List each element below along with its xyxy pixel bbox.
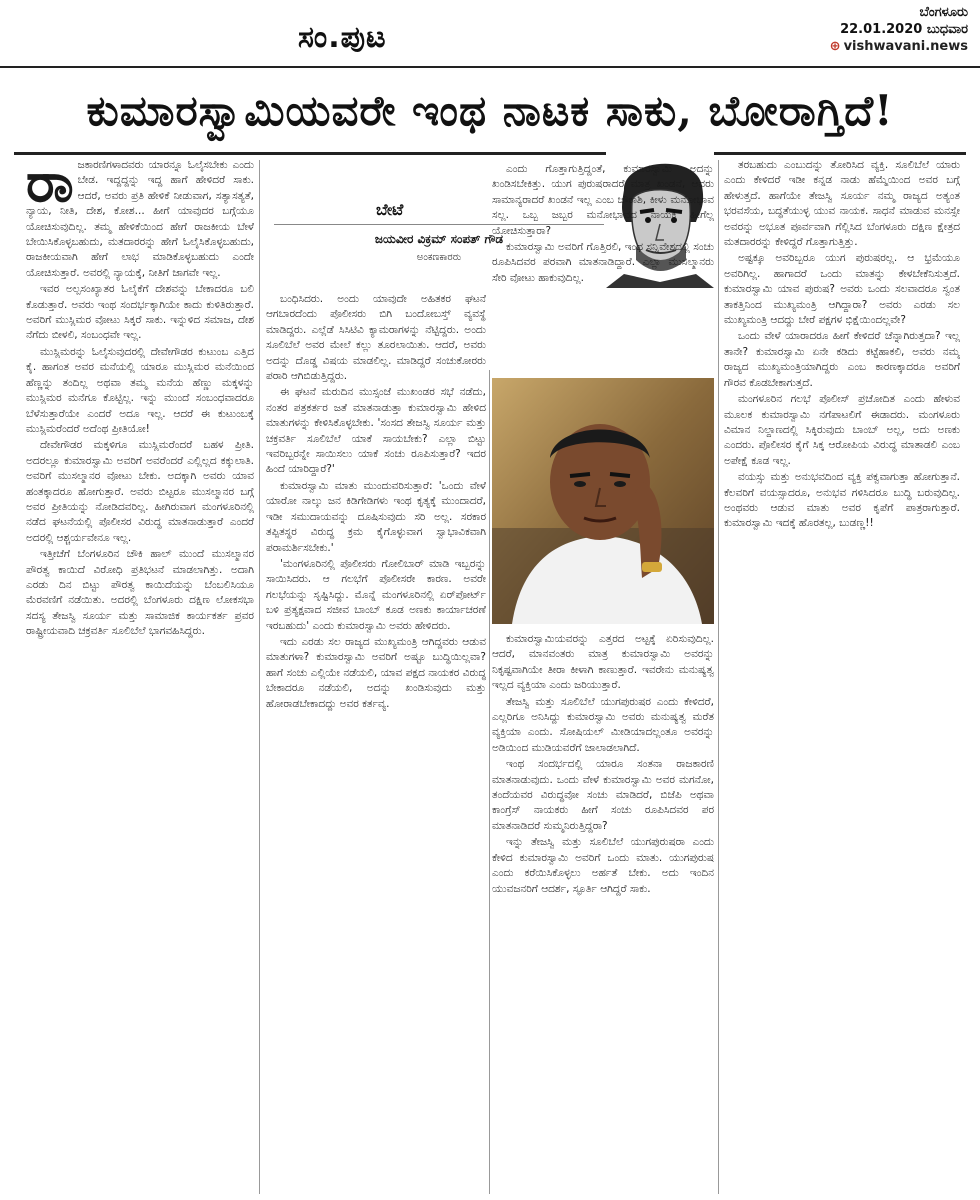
paragraph: ಬಂಧಿಸಿದರು. ಅಂದು ಯಾವುದೇ ಅಹಿತಕರ ಘಟನೆ ಆಗಬಾರದೆಂದು ಪೊಲೀಸರು ಬಿಗಿ ಬಂದೋಬಸ್ತ್ ವ್ಯವಸ್ಥೆ ಮಾಡಿದ್ದರು. ಎಲ್ಲೆಡೆ ಸಿಸಿಟಿವಿ ಕ್ಯಾಮರಾಗಳನ್ನು ನೆಟ್ಟಿದ್ದರು. ಅಂದು ಸೂಲಿಬೆಲೆ ಅವರ ಮೇಲೆ ಕಲ್ಲು ತೂರಲಾಯಿತು. ಆದರೆ, ಅವರು ಅದನ್ನು ದೊಡ್ಡ ವಿಷಯ ಮಾಡಲಿಲ್ಲ. ಮಾಡಿದ್ದರೆ ಸಂಚುಕೋರರು ಪರಾರಿ ಆಗಿಬಿಡುತ್ತಿದ್ದರು. <box>266 293 486 383</box>
paragraph: ತರಬಹುದು ಎಂಬುದನ್ನು ತೋರಿಸಿದ ವ್ಯಕ್ತಿ. ಸೂಲಿಬೆಲೆ ಯಾರು ಎಂದು ಕೇಳಿದರೆ ಇಡೀ ಕನ್ನಡ ನಾಡು ಹೆಮ್ಮೆಯಿಂದ ಅವರ ಬಗ್ಗೆ ಹೇಳುತ್ತದೆ. ಹಾಗೆಯೇ ತೇಜಸ್ವಿ ಸೂರ್ಯ ನಮ್ಮ ರಾಜ್ಯದ ಅತ್ಯಂತ ಭರವಸೆಯ, ಬದ್ಧತೆಯುಳ್ಳ ಯುವ ನಾಯಕ. ಸಾಧನೆ ಮಾಡುವ ಮನಸ್ಸೇ ಅವರನ್ನು ಅಭೂತ ಪೂರ್ವವಾಗಿ ಗೆಲ್ಲಿಸಿದ ಬೆಂಗಳೂರು ದಕ್ಷಿಣ ಕ್ಷೇತ್ರದ ಮತದಾರರನ್ನು ಕೇಳಿದ್ದರೆ ಗೊತ್ತಾಗುತ್ತಿತ್ತು. <box>724 159 960 249</box>
site-url[interactable] <box>830 38 968 55</box>
masthead-info <box>830 4 968 55</box>
kumaraswamy-photo <box>492 378 714 624</box>
paragraph <box>26 158 254 281</box>
section-name: ಸಂ.ಪುಟ <box>298 20 387 55</box>
author-role: ಅಂಕಣಕಾರರು <box>416 252 462 263</box>
article-column-3-top <box>492 162 714 370</box>
drop-cap: ರಾ <box>26 158 74 214</box>
date-label: 22.01.2020 ಬುಧವಾರ <box>840 22 968 37</box>
paragraph: ವಯಸ್ಸು ಮತ್ತು ಅನುಭವದಿಂದ ವ್ಯಕ್ತಿ ಪಕ್ವವಾಗುತ್ತಾ ಹೋಗುತ್ತಾನೆ. ಕೆಲವರಿಗೆ ವಯಸ್ಸಾದರೂ, ಅನುಭವ ಗಳಿಸಿದರೂ ಬುದ್ಧಿ ಬರುವುದಿಲ್ಲ. ಅಂಥವರು ಆಡುವ ಮಾತು ಅವರ ಕೃಪೆಗೆ ಪಾತ್ರರಾಗುತ್ತಾರೆ. ಕುಮಾರಸ್ವಾಮಿ ಇದಕ್ಕೆ ಹೊರತಲ್ಲ, ಬುಡಣ್ಣ!! <box>724 471 960 530</box>
column-divider <box>259 160 260 1194</box>
paragraph: ಇಂಥ ಸಂದರ್ಭದಲ್ಲಿ ಯಾರೂ ಸಂತನಾ ರಾಜಕಾರಣಿ ಮಾತನಾಡುವುದು. ಒಂದು ವೇಳೆ ಕುಮಾರಸ್ವಾಮಿ ಅವರ ಮಗನೋ, ತಂದೆಯವರ ವಿರುದ್ಧವೋ ಸಂಚು ಮಾಡಿದರೆ, ಬಿಜೆಪಿ ಅಥವಾ ಕಾಂಗ್ರೆಸ್ ನಾಯಕರು ಹೀಗೆ ಸಂಚು ರೂಪಿಸಿದವರ ಪರ ಮಾತನಾಡಿದರೆ ಸುಮ್ಮನಿರುತ್ತಿದ್ದರಾ? <box>492 758 714 832</box>
city-label: ಬೆಂಗಳೂರು <box>919 5 968 20</box>
article-column-4 <box>724 158 960 1194</box>
column-tag: ಬೇಟೆ <box>376 200 404 219</box>
column-divider <box>718 160 719 1194</box>
paragraph: ಕುಮಾರಸ್ವಾಮಿ ಅವರಿಗೆ ಗೊತ್ತಿರಲಿ, ಇಂಥ ಸನ್ನಿವೇಶದಲ್ಲಿ ಸಂಚು ರೂಪಿಸಿದವರ ಪರವಾಗಿ ಮಾತನಾಡಿದ್ದಾರೆ. ಎಲ್ಲಾ ಮುಸಲ್ಮಾನರು ಸೇರಿ ವೋಟು ಹಾಕುವುದಿಲ್ಲ. <box>492 241 714 284</box>
paragraph: ಇದು ಎರಡು ಸಲ ರಾಜ್ಯದ ಮುಖ್ಯಮಂತ್ರಿ ಆಗಿದ್ದವರು ಆಡುವ ಮಾತುಗಳಾ? ಕುಮಾರಸ್ವಾಮಿ ಅವರಿಗೆ ಅಷ್ಟೂ ಬುದ್ಧಿಯಿಲ್ಲವಾ? ಹಾಗೆ ಸಂಚು ಎಲ್ಲಿಯೇ ನಡೆಯಲಿ, ಯಾವ ಪಕ್ಷದ ನಾಯಕರ ವಿರುದ್ಧ ಬೇಕಾದರೂ ನಡೆಯಲಿ, ಅದನ್ನು ಖಂಡಿಸುವುದು ಮತ್ತು ಹೋರಾಡಬೇಕಾದದ್ದು ಅವರ ಕರ್ತವ್ಯ. <box>266 635 486 710</box>
paragraph: ಇವರ ಅಲ್ಪಸಂಖ್ಯಾತರ ಓಲೈಕೆಗೆ ದೇಶವನ್ನು ಬೇಕಾದರೂ ಬಲಿ ಕೊಡುತ್ತಾರೆ. ಅವರು ಇಂಥ ಸಂದರ್ಭಕ್ಕಾಗಿಯೇ ಕಾದು ಕುಳಿತಿರುತ್ತಾರೆ. ಅವರಿಗೆ ಮುಸ್ಲಿಮರ ವೋಟು ಸಿಕ್ಕರೆ ಸಾಕು. ಇನ್ನುಳಿದ ಸಮಾಜ, ದೇಶ ನೆಗೆದು ಬೀಳಲಿ, ಸಂಬಂಧವೇ ಇಲ್ಲ. <box>26 283 254 342</box>
paragraph: ಇತ್ತೀಚೆಗೆ ಬೆಂಗಳೂರಿನ ಚೌಕಿ ಹಾಲ್ ಮುಂದೆ ಮುಸಲ್ಮಾನರ ಪೌರತ್ವ ಕಾಯಿದೆ ವಿರೋಧಿ ಪ್ರತಿಭಟನೆ ಮಾಡಲಾಗಿತ್ತು. ಅದಾಗಿ ಎರಡು ದಿನ ಬಿಟ್ಟು ಪೌರತ್ವ ಕಾಯಿದೆಯನ್ನು ಬೆಂಬಲಿಸಿಯೂ ಮೆರವಣಿಗೆ ನಡೆಯಿತು. ಅದರಲ್ಲಿ ಬೆಂಗಳೂರು ದಕ್ಷಿಣ ಲೋಕಸಭಾ ಸದಸ್ಯ ತೇಜಸ್ವಿ ಸೂರ್ಯ ಮತ್ತು ಸಾಮಾಜಿಕ ಕಾರ್ಯಕರ್ತ ಪ್ರವರ ರಾಷ್ಟ್ರೀಯವಾದಿ ಚಕ್ರವರ್ತಿ ಸೂಲಿಬೆಲೆ ಭಾಗವಹಿಸಿದ್ದರು. <box>26 548 254 638</box>
paragraph: ತೇಜಸ್ವಿ ಮತ್ತು ಸೂಲಿಬೆಲೆ ಯುಗಪುರುಷರ ಎಂದು ಕೇಳಿದರೆ, ಎಲ್ಲರಿಗೂ ಅನಿಸಿದ್ದು ಕುಮಾರಸ್ವಾಮಿ ಅವರು ಮನುಷ್ಯತ್ವ ಮರೆತ ವ್ಯಕ್ತಿಯಾ ಎಂದು. ಸೋಷಿಯಲ್ ಮೀಡಿಯಾದಲ್ಲಂತೂ ಅವರನ್ನು ಅಡಿಯಿಂದ ಮುಡಿಯವರೆಗೆ ಜಾಲಾಡಲಾಗಿದೆ. <box>492 695 714 754</box>
article-column-1 <box>26 158 254 1194</box>
paragraph: ಈ ಘಟನೆ ಮರುದಿನ ಮುಸ್ಸಂಜೆ ಮುಖಂಡರ ಸಭೆ ನಡೆದು, ನಂತರ ಪತ್ರಕರ್ತರ ಜತೆ ಮಾತನಾಡುತ್ತಾ ಕುಮಾರಸ್ವಾಮಿ ಹೇಳಿದ ಮಾತುಗಳನ್ನು ಕೇಳಿಸಿಕೊಳ್ಳಬೇಕು. 'ಸಂಸದ ತೇಜಸ್ವಿ ಸೂರ್ಯ ಮತ್ತು ಚಕ್ರವರ್ತಿ ಸೂಲಿಬೆಲೆ ಯಾಕೆ ಸಾಯಬೇಕು? ಎಲ್ಲಾ ಬಿಟ್ಟು ಇವರಿಬ್ಬರನ್ನೇ ಸಾಯಿಸಲು ಯಾಕೆ ಸಂಚು ರೂಪಿಸುತ್ತಾರೆ? ಇದರ ಹಿಂದೆ ಯಾರಿದ್ದಾರೆ?' <box>266 386 486 476</box>
article-column-3-bottom <box>492 632 714 1194</box>
paragraph: ಇನ್ನು ತೇಜಸ್ವಿ ಮತ್ತು ಸೂಲಿಬೆಲೆ ಯುಗಪುರುಷರಾ ಎಂದು ಕೇಳಿದ ಕುಮಾರಸ್ವಾಮಿ ಅವರಿಗೆ ಒಂದು ಮಾತು. ಯುಗಪುರುಷ ಎಂದು ಕರೆಯಿಸಿಕೊಳ್ಳಲು ಅರ್ಹತೆ ಬೇಕು. ಅದು ಇಂದಿನ ಯುವಜನರಿಗೆ ಆದರ್ಶ, ಸ್ಫೂರ್ತಿ ಆಗಿದ್ದರೆ ಸಾಕು. <box>492 836 714 895</box>
paragraph: ಅಷ್ಟಕ್ಕೂ ಅವರಿಬ್ಬರೂ ಯುಗ ಪುರುಷರಲ್ಲ. ಆ ಭ್ರಮೆಯೂ ಅವರಿಗಿಲ್ಲ. ಹಾಗಾದರೆ ಒಂದು ಮಾತನ್ನು ಕೇಳಬೇಕೆನಿಸುತ್ತದೆ. ಕುಮಾರಸ್ವಾಮಿ ಯಾವ ಪುರುಷ? ಅವರು ಒಂದು ಸಲವಾದರೂ ಸ್ವಂತ ತಾಕತ್ತಿನಿಂದ ಮುಖ್ಯಮಂತ್ರಿ ಆಗಿದ್ದಾರಾ? ಅವರು ಎರಡು ಸಲ ಮುಖ್ಯಮಂತ್ರಿ ಆದದ್ದು ಬೇರೆ ಪಕ್ಷಗಳ ಭಿಕ್ಷೆಯಿಂದಲ್ಲವೇ? <box>724 252 960 327</box>
paragraph: ದೇವೇಗೌಡರ ಮಕ್ಕಳಿಗೂ ಮುಸ್ಲಿಮರೆಂದರೆ ಬಹಳ ಪ್ರೀತಿ. ಅದರಲ್ಲೂ ಕುಮಾರಸ್ವಾಮಿ ಅವರಿಗೆ ಅವರೆಂದರೆ ಎಲ್ಲಿಲ್ಲದ ಕಕ್ಕುಲಾತಿ. ಅವರಿಗೆ ಮುಸಲ್ಮಾನರ ವೋಟು ಬೇಕು. ಅದಕ್ಕಾಗಿ ಅವರು ಯಾವ ಹಂತಕ್ಕಾದರೂ ಹೋಗುತ್ತಾರೆ. ಅವರು ಬಿಟ್ಟರೂ ಮುಸಲ್ಮಾನರ ಬಗ್ಗೆ ಅವರ ಪ್ರೀತಿಯನ್ನು ನೋಡಿದವರಿಲ್ಲ. ಹೀಗಿರುವಾಗ ಮಂಗಳೂರಿನಲ್ಲಿ ನಡೆದ ಘಟನೆಯಲ್ಲಿ ಪೊಲೀಸರ ವಿರುದ್ಧ ಮಾತನಾಡುತ್ತಾರೆ ಎಂದರೆ ಅದರಲ್ಲಿ ಆಶ್ಚರ್ಯವೇನೂ ಇಲ್ಲ. <box>26 439 254 544</box>
paragraph: ಕುಮಾರಸ್ವಾಮಿ ಮಾತು ಮುಂದುವರಿಸುತ್ತಾರೆ: 'ಒಂದು ವೇಳೆ ಯಾರೋ ನಾಲ್ಕು ಜನ ಕಿಡಿಗೇಡಿಗಳು ಇಂಥ ಕೃತ್ಯಕ್ಕೆ ಮುಂದಾದರೆ, ಇಡೀ ಸಮುದಾಯವನ್ನು ದೂಷಿಸುವುದು ಸರಿ ಅಲ್ಲ. ಸರಕಾರ ತಪ್ಪಿತಸ್ಥರ ವಿರುದ್ಧ ಕ್ರಮ ಕೈಗೊಳ್ಳುವಾಗ ಸ್ವಾಭಾವಿಕವಾಗಿ ಪರಾಮರ್ಶಿಸಬೇಕು.' <box>266 479 486 554</box>
paragraph: 'ಮಂಗಳೂರಿನಲ್ಲಿ ಪೊಲೀಸರು ಗೋಲಿಬಾರ್ ಮಾಡಿ ಇಬ್ಬರನ್ನು ಸಾಯಿಸಿದರು. ಆ ಗಲಭೆಗೆ ಪೊಲೀಸರೇ ಕಾರಣ. ಅವರೇ ಗಲಭೆಯನ್ನು ಸೃಷ್ಟಿಸಿದ್ದು. ಮೊನ್ನೆ ಮಂಗಳೂರಿನಲ್ಲಿ ಏರ್‌ಪೋರ್ಟ್ ಬಳಿ ಪ್ರತ್ಯಕ್ಷವಾದ ಸಜೀವ ಬಾಂಬ್ ಕೂಡ ಅಣಕು ಕಾರ್ಯಾಚರಣೆ ಇರಬಹುದು' ಎಂದು ಕುಮಾರಸ್ವಾಮಿ ಅವರು ಹೇಳಿದರು. <box>266 557 486 632</box>
column-divider <box>489 370 490 1194</box>
paragraph: ಕುಮಾರಸ್ವಾಮಿಯವರನ್ನು ಎತ್ತರದ ಅಟ್ಟಕ್ಕೆ ಏರಿಸುವುದಿಲ್ಲ. ಆದರೆ, ಮಾನವಂತರು ಮಾತ್ರ ಕುಮಾರಸ್ವಾಮಿ ಅವರನ್ನು ನಿಕೃಷ್ಟವಾಗಿಯೇ ತೀರಾ ಕೀಳಾಗಿ ಕಾಣುತ್ತಾರೆ. ಇವರೇನು ಮನುಷ್ಯತ್ವ ಇಲ್ಲದ ವ್ಯಕ್ತಿಯಾ ಎಂದು ಜರಿಯುತ್ತಾರೆ. <box>492 633 714 692</box>
paragraph: ಒಂದು ವೇಳೆ ಯಾರಾದರೂ ಹೀಗೆ ಕೇಳಿದರೆ ಚೆನ್ನಾಗಿರುತ್ತದಾ? ಇಲ್ಲ ತಾನೇ? ಕುಮಾರಸ್ವಾಮಿ ಏನೇ ಕಡಿದು ಕಟ್ಟೆಹಾಕಲಿ, ಅವರು ನಮ್ಮ ರಾಜ್ಯದ ಮುಖ್ಯಮಂತ್ರಿಯಾಗಿದ್ದರು ಎಂಬ ಕಾರಣಕ್ಕಾದರೂ ಅವರಿಗೆ ಗೌರವ ಕೊಡಬೇಕಾಗುತ್ತದೆ. <box>724 330 960 389</box>
paragraph-text: ಜಕಾರಣಿಗಳಾದವರು ಯಾರನ್ನೂ ಓಲೈಸಬೇಕು ಎಂದು ಬೇಡ. ಇದ್ದದ್ದನ್ನು ಇದ್ದ ಹಾಗೆ ಹೇಳಿದರೆ ಸಾಕು. ಆದರೆ, ಅವರು ಪ್ರತಿ ಹೇಳಿಕೆ ನೀಡುವಾಗ, ಸತ್ಯಾಸತ್ಯತೆ, ನ್ಯಾಯ, ನೀತಿ, ದೇಶ, ಕೋಶ... ಹೀಗೆ ಯಾವುದರ ಬಗ್ಗೆಯೂ ಯೋಚಿಸುವುದಿಲ್ಲ. ತಮ್ಮ ಹೇಳಿಕೆಯಿಂದ ಹೇಗೆ ರಾಜಕೀಯ ಬೇಳೆ ಬೇಯಿಸಿಕೊಳ್ಳಬಹುದು, ಮತದಾರರನ್ನು ಹೇಗೆ ಓಲೈಸಿಕೊಳ್ಳಬಹುದು, ರಾಜಕೀಯವಾಗಿ ಹೇಗೆ ಲಾಭ ಮಾಡಿಕೊಳ್ಳಬಹುದು ಎಂದೇ ಯೋಚಿಸುತ್ತಾರೆ. ಅವರಲ್ಲಿ ನ್ಯಾಯಕ್ಕೆ, ನೀತಿಗೆ ಜಾಗವೇ ಇಲ್ಲ. <box>26 159 254 279</box>
page-headline: ಕುಮಾರಸ್ವಾಮಿಯವರೇ ಇಂಥ ನಾಟಕ ಸಾಕು, ಬೋರಾಗ್ತಿದೆ! <box>86 86 894 135</box>
globe-icon: ⊕ <box>829 39 841 54</box>
paragraph: ಎಂದು ಗೊತ್ತಾಗುತ್ತಿದ್ದಂತೆ, ಕುಮಾರಸ್ವಾಮಿ ಅದನ್ನು ಖಂಡಿಸಬೇಕಿತ್ತು. ಯುಗ ಪುರುಷರಾದರೆ ಮಾತ್ರ ಖಂಡನೆ, ಆವರು ಸಾಮಾನ್ಯರಾದರೆ ಖಂಡನೆ ಇಲ್ಲ ಎಂಬ ಚೌಕಾಶಿ, ಕೀಳು ಮನೋಭಾವ ಸಲ್ಲ. ಒಬ್ಬ ಜಬ್ಬರ ಮನೋಭಾವದ ನಾಯಕ ಹೀಗೆಲ್ಲ ಯೋಚಿಸುತ್ತಾರಾ? <box>492 163 714 237</box>
author-name: ಜಯವೀರ ವಿಕ್ರಮ್ ಸಂಪತ್ ಗೌಡ <box>374 232 504 246</box>
site-text: vishwavani.news <box>843 39 968 54</box>
masthead <box>0 0 980 68</box>
paragraph: ಮುಸ್ಲಿಮರನ್ನು ಓಲೈಸುವುದರಲ್ಲಿ ದೇವೇಗೌಡರ ಕುಟುಂಬ ಎತ್ತಿದ ಕೈ. ಹಾಗಂತ ಅವರ ಮನೆಯಲ್ಲಿ ಯಾರೂ ಮುಸ್ಲಿಮರ ಮನೆಯಿಂದ ಹೆಣ್ಣನ್ನು ತಂದಿಲ್ಲ ಅಥವಾ ತಮ್ಮ ಮನೆಯ ಹೆಣ್ಣು ಮಕ್ಕಳನ್ನು ಮುಸ್ಲಿಮರ ಮನೆಗೂ ಕೊಟ್ಟಿಲ್ಲ. ಇನ್ನು ಮುಂದೆ ಸಂಬಂಧವಾದರೂ ಬೆಳೆಸುತ್ತಾರೆಯೇ ಎಂದರೆ ಅದೂ ಇಲ್ಲ. ಆದರೆ ಈ ಕುಟುಂಬಕ್ಕೆ ಮುಸ್ಲಿಮರೆಂದರೆ ಅದೆಂಥ ಪ್ರೀತಿಯೋ! <box>26 345 254 435</box>
paragraph: ಮಂಗಳೂರಿನ ಗಲಭೆ ಪೊಲೀಸ್ ಪ್ರಚೋದಿತ ಎಂದು ಹೇಳುವ ಮೂಲಕ ಕುಮಾರಸ್ವಾಮಿ ನಗೆಪಾಟಲಿಗೆ ಈಡಾದರು. ಮಂಗಳೂರು ವಿಮಾನ ನಿಲ್ದಾಣದಲ್ಲಿ ಸಿಕ್ಕಿರುವುದು ಬಾಂಬ್ ಅಲ್ಲ, ಅದು ಅಣಕು ಎಂದರು. ಪೊಲೀಸರ ಕೈಗೆ ಸಿಕ್ಕ ಆರೋಪಿಯ ವಿರುದ್ಧ ಮಾತಾಡಲಿ ಎಂಬ ಅಪೇಕ್ಷೆ ಕೂಡ ಇಲ್ಲ. <box>724 393 960 467</box>
article-column-2 <box>266 292 486 1194</box>
